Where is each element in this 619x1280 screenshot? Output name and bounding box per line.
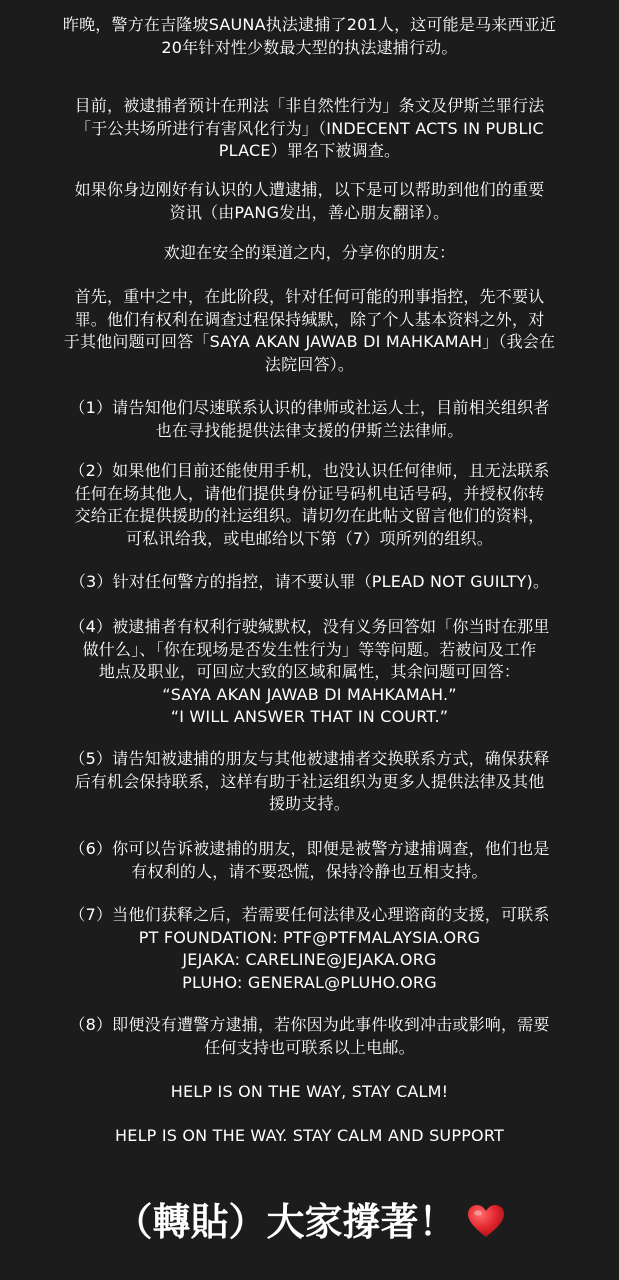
text-line: 首先，重中之中，在此阶段，针对任何可能的刑事指控，先不要认 — [74, 287, 545, 306]
text-line: HELP IS ON THE WAY. STAY CALM AND SUPPORT — [115, 1126, 504, 1145]
text-line: 20年针对性少数最大型的执法逮捕行动。 — [161, 37, 458, 57]
text-line: （6）你可以告诉被逮捕的朋友，即便是被警方逮捕调查，他们也是 — [69, 839, 550, 858]
paragraph-point-8 — [14, 1014, 605, 1059]
footer-text: （轉貼）大家撐著！ — [114, 1200, 457, 1244]
paragraph-charges — [14, 95, 605, 163]
text-line: 如果你身边刚好有认识的人遭逮捕，以下是可以帮助到他们的重要 — [74, 180, 545, 199]
contact-jejaka: JEJAKA: CARELINE@JEJAKA.ORG — [182, 950, 437, 969]
text-line: HELP IS ON THE WAY, STAY CALM! — [170, 1082, 449, 1101]
text-line: 后有机会保持联系，这样有助于社运组织为更多人提供法律及其他 — [74, 771, 545, 791]
paragraph-point-3 — [14, 571, 605, 594]
text-line: 援助支持。 — [268, 794, 350, 813]
text-line: 法院回答）。 — [264, 354, 355, 374]
text-line: 任何支持也可联系以上电邮。 — [204, 1037, 415, 1057]
text-line: （8）即便没有遭警方逮捕，若你因为此事件收到冲击或影响，需要 — [69, 1015, 550, 1034]
text-line: 于其他问题可回答「SAYA AKAN JAWAB DI MAHKAMAH」（我会在 — [63, 332, 556, 351]
text-line: 有权利的人，请不要恐慌，保持冷静也互相支持。 — [131, 861, 488, 881]
text-line: 做什么」、「你在现场是否发生性行为」等等问题。若被问及工作 — [82, 639, 537, 659]
contact-ptf: PT FOUNDATION: PTF@PTFMALAYSIA.ORG — [138, 927, 481, 947]
paragraph-intro — [14, 14, 605, 59]
footer-caption — [0, 1198, 619, 1246]
text-line: 欢迎在安全的渠道之内，分享你的朋友： — [163, 243, 456, 262]
text-line: 罪。他们有权利在调查过程保持缄默，除了个人基本资料之外，对 — [74, 309, 545, 329]
text-line: 可私讯给我，或电邮给以下第（7）项所列的组织。 — [126, 528, 493, 548]
red-heart-icon — [467, 1204, 505, 1238]
text-line: （2）如果他们目前还能使用手机，也没认识任何律师，且无法联系 — [69, 461, 550, 480]
paragraph-point-2 — [14, 460, 605, 550]
text-line: 目前，被逮捕者预计在刑法「非自然性行为」条文及伊斯兰罪行法 — [74, 96, 545, 115]
text-line: （4）被逮捕者有权利行驶缄默权，没有义务回答如「你当时在那里 — [69, 617, 550, 636]
text-line: （3）针对任何警方的指控，请不要认罪（PLEAD NOT GUILTY)。 — [69, 572, 550, 591]
paragraph-point-1 — [14, 397, 605, 442]
text-line: 「于公共场所进行有害风化行为」（INDECENT ACTS IN PUBLIC — [75, 118, 544, 138]
paragraph-help-info — [14, 179, 605, 224]
paragraph-point-4 — [14, 616, 605, 729]
paragraph-calm-1 — [14, 1081, 605, 1104]
text-line: （7）当他们获释之后，若需要任何法律及心理谘商的支援，可联系 — [69, 905, 550, 924]
text-line: 也在寻找能提供法律支援的伊斯兰法律师。 — [155, 420, 464, 440]
contact-pluho: PLUHO: GENERAL@PLUHO.ORG — [182, 972, 437, 992]
text-line: 交给正在提供援助的社运组织。请切勿在此帖文留言他们的资料， — [74, 506, 545, 525]
text-line: 地点及职业，可回应大致的区域和属性，其余问题可回答： — [98, 662, 521, 681]
text-line: 任何在场其他人，请他们提供身份证号码机电话号码，并授权你转 — [74, 483, 545, 503]
text-line: （5）请告知被逮捕的朋友与其他被逮捕者交换联系方式，确保获释 — [69, 749, 550, 768]
text-line: 资讯（由PANG发出，善心朋友翻译）。 — [169, 202, 450, 222]
text-line: “SAYA AKAN JAWAB DI MAHKAMAH.” — [162, 684, 457, 704]
paragraph-share — [14, 242, 605, 265]
paragraph-point-5 — [14, 748, 605, 816]
paragraph-calm-2 — [14, 1125, 605, 1148]
text-line: PLACE）罪名下被调查。 — [218, 141, 401, 160]
text-line: “I WILL ANSWER THAT IN COURT.” — [170, 707, 449, 726]
paragraph-point-6 — [14, 838, 605, 883]
text-line: 昨晚，警方在吉隆坡SAUNA执法逮捕了201人，这可能是马来西亚近 — [62, 15, 557, 34]
paragraph-first — [14, 286, 605, 376]
paragraph-point-7 — [14, 904, 605, 994]
text-line: （1）请告知他们尽速联系认识的律师或社运人士，目前相关组织者 — [69, 398, 550, 417]
